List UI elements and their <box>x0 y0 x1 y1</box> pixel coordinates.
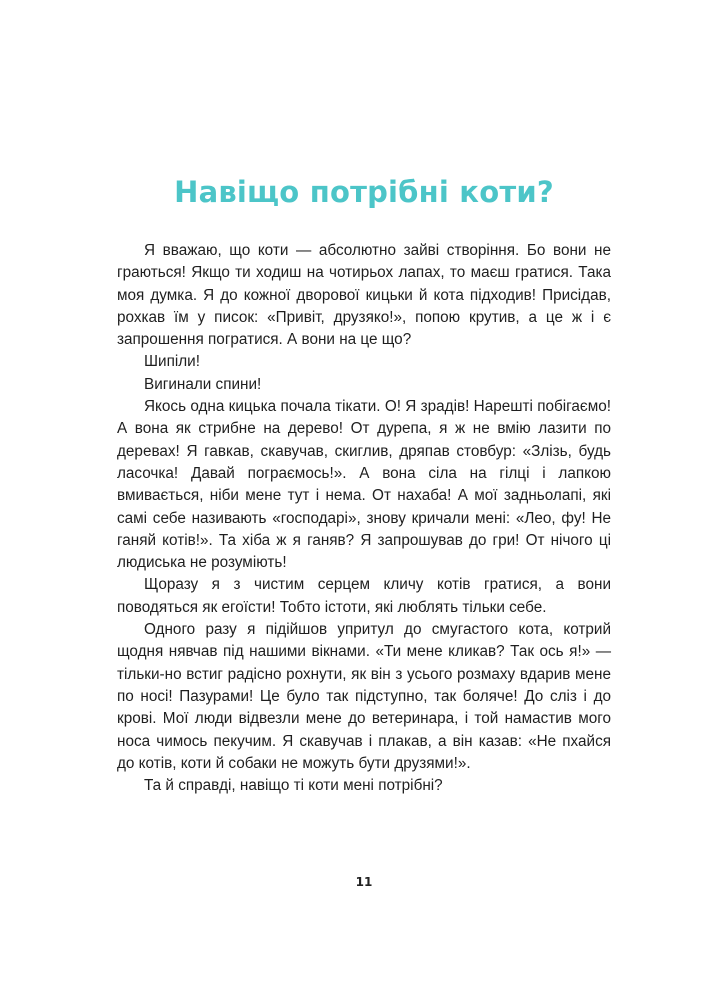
page-number: 11 <box>355 875 373 889</box>
paragraph: Та й справді, навіщо ті коти мені потрібні? <box>144 777 443 795</box>
paragraph: Одного разу я підійшов упритул до смугастого кота, котрий щодня нявчав під нашими вікнами. «Ти мене кликав? Так ось я!» — тільки-но встиг радісно рохнути, як він з усього розмаху вдарив мене по носі! Пазурами! Це було так підступно, так боляче! До сліз і до крові. Мої люди відвезли мене до ветеринара, і той намастив мого носа чимось пекучим. Я скавучав і плакав, а він казав: «Не пхайся до котів, коти й собаки не можуть бути друзями!». <box>117 621 611 772</box>
page-title: Навіщо потрібні коти? <box>174 175 554 209</box>
paragraph: Шипіли! <box>144 353 200 371</box>
paragraph: Якось одна кицька почала тікати. О! Я зрадів! Нарешті побігаємо! А вона як стрибне на дерево! От дурепа, я ж не вмію лазити по деревах! Я гавкав, скавучав, скиглив, дряпав стовбур: «Злізь, будь ласочка! Давай пограємось!». А вона сіла на гілці і лапкою вмивається, ніби мене тут і нема. От нахаба! А мої задньолапі, які самі себе називають «господарі», знову кричали мені: «Лео, фу! Не ганяй котів!». Та хіба ж я ганяв? Я запрошував до гри! От нічого ці людиська не розуміють! <box>117 398 611 572</box>
story-text <box>117 240 611 797</box>
paragraph: Я вважаю, що коти — абсолютно зайві створіння. Бо вони не граються! Якщо ти ходиш на чотирьох лапах, то маєш гратися. Така моя думка. Я до кожної дворової кицьки й кота підходив! Присідав, рохкав їм у писок: «Привіт, друзяко!», попою крутив, а це ж і є запрошення погратися. А вони на це що? <box>117 242 611 349</box>
paragraph: Щоразу я з чистим серцем кличу котів гратися, а вони поводяться як егоїсти! Тобто істоти, які люблять тільки себе. <box>117 576 611 616</box>
paragraph: Вигинали спини! <box>144 375 262 393</box>
